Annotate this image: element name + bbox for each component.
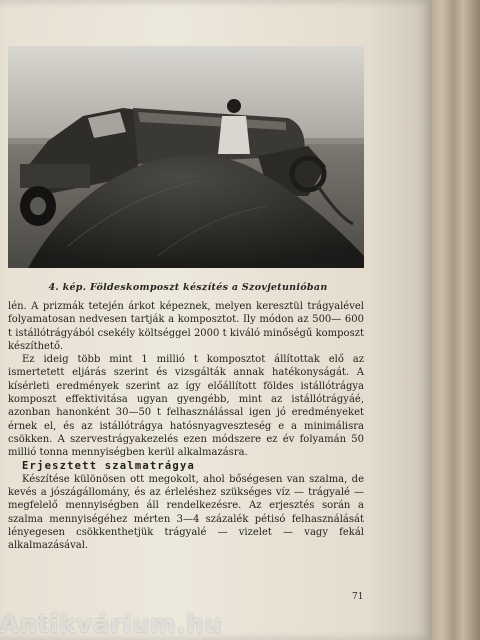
figure-caption: 4. kép. Földeskomposzt készítés a Szovjetunióban	[48, 282, 328, 293]
section-heading: Erjesztett szalmatrágya	[22, 459, 195, 472]
watermark: Antikvárium.hu	[0, 610, 223, 638]
body-text	[8, 300, 364, 553]
page-number: 71	[352, 592, 364, 602]
compost-truck-photo	[8, 46, 364, 268]
paragraph-2: Ez ideig több mint 1 millió t komposztot állítottak elő az ismertetett eljárás szerint és vizsgálták annak hatékonyságát. A kísérleti eredmények szerint az így előállított földes istállótrágya komposzt effektivitása ugyan gyengébb, mint az istállótrágyáé, azonban hanonként 30—50 t felhasználással igen jó eredményeket érnek el, és az istállótrágya hatósnyagveszteség e a minimálisra csökken. A szervestrágyakezelés ezen módszere ez év folyamán 50 millió tonna mennyiségben kerül alkalmazásra.	[8, 354, 364, 459]
page-edge	[432, 0, 480, 640]
section-paragraph: Készítése különösen ott megokolt, ahol bőségesen van szalma, de kevés a jószágállomány, és az érleléshez szükséges víz — trágyalé — megfelelő mennyiségben áll rendelkezésre. Az erjesztés során a szalma mennyiségéhez mérten 3—4 százalék pétisó felhasználását lényegesen csökkenthetjük trágyalé — vizelet — vagy fekál alkalmazásával.	[8, 473, 364, 552]
paragraph-1: lén. A prizmák tetején árkot képeznek, melyen keresztül trágyalével folyamatosan nedvesen tartják a komposztot. Ily módon az 500— 600 t istállótrágyából csekély költséggel 2000 t kiváló minőségű komposzt készíthető.	[8, 301, 364, 352]
figure-photo	[8, 46, 364, 268]
